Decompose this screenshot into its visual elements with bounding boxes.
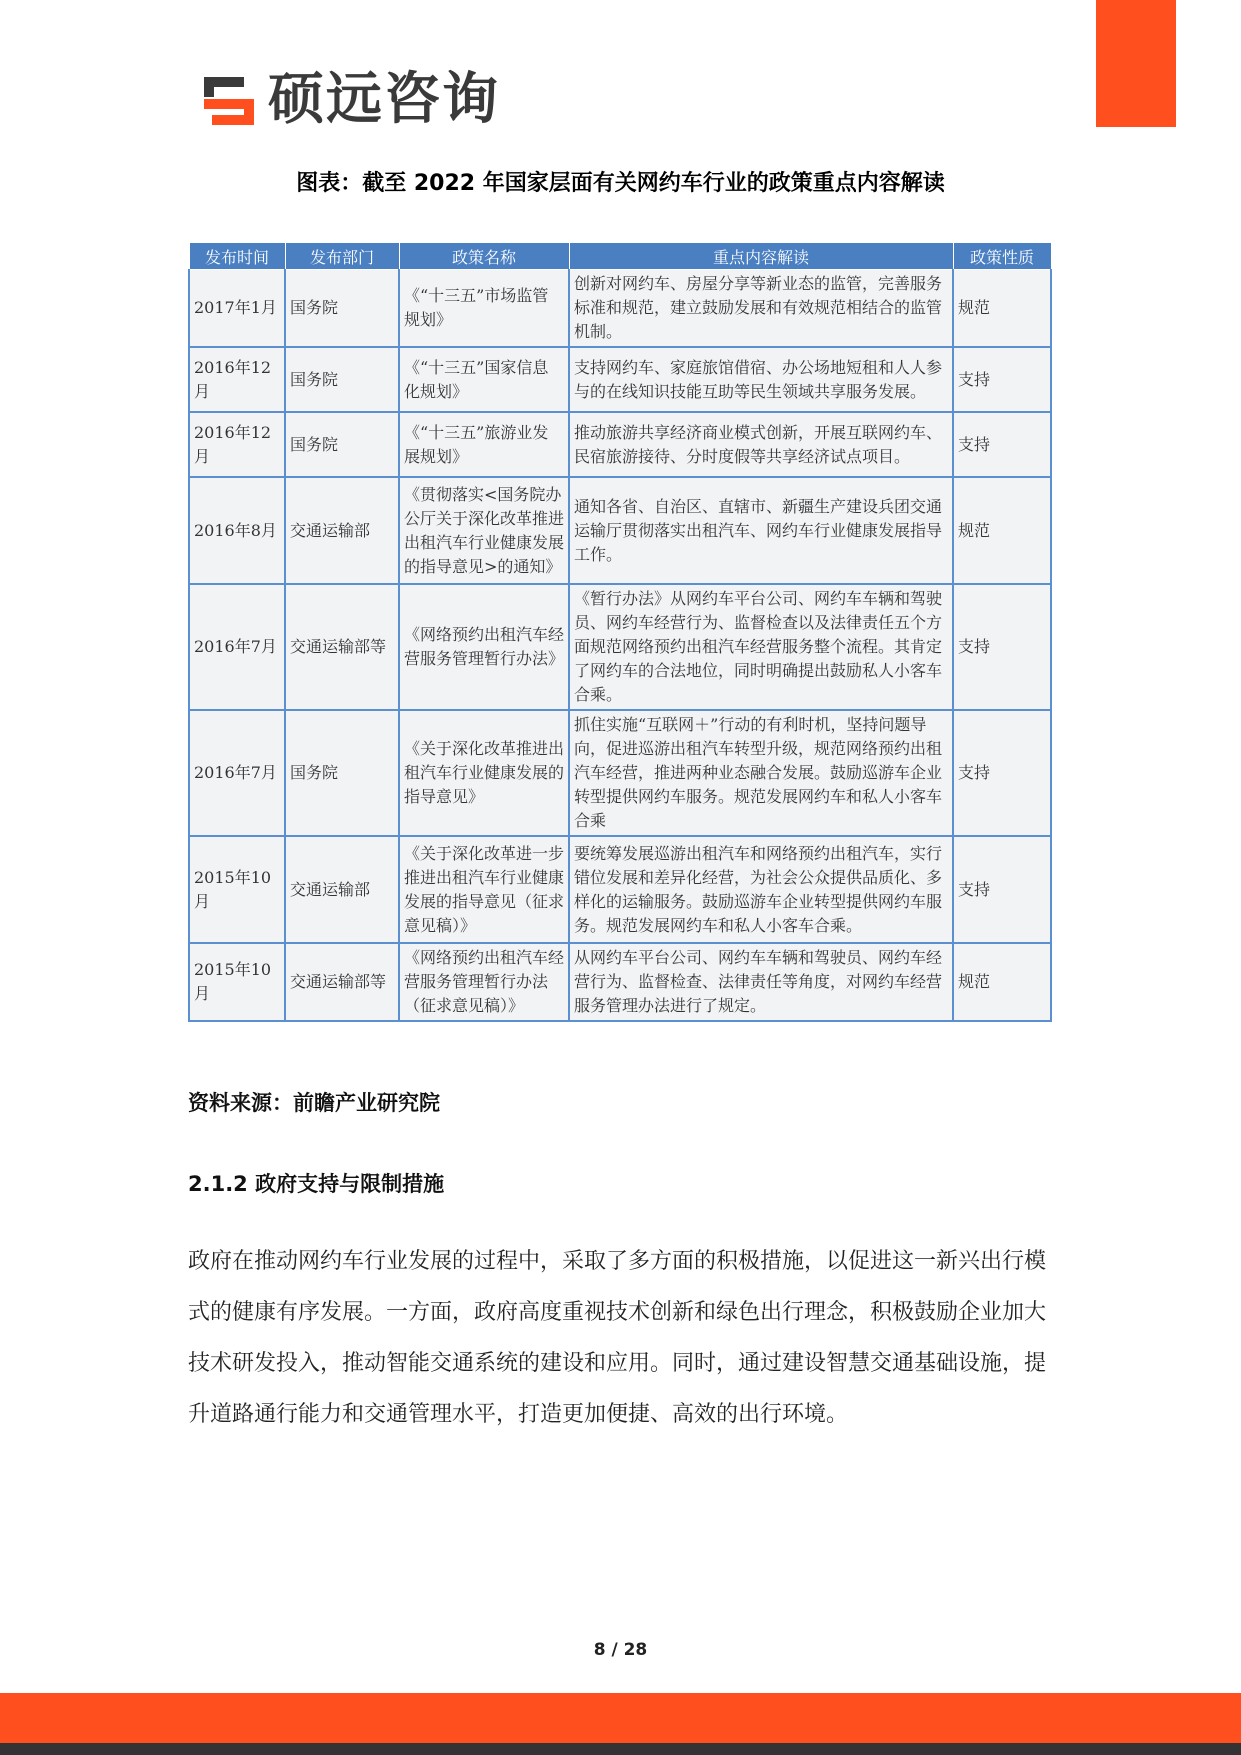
table-row: [189, 347, 1051, 412]
table-cell: 《“十三五”旅游业发展规划》: [399, 412, 569, 477]
table-cell: 规范: [953, 943, 1051, 1021]
table-cell: 《暂行办法》从网约车平台公司、网约车车辆和驾驶员、网约车经营行为、监督检查以及法律责任五个方面规范网络预约出租汽车经营服务整个流程。其肯定了网约车的合法地位，同时明确提出鼓励私人小客车合乘。: [569, 584, 953, 710]
table-header: [189, 243, 1051, 270]
column-header: 重点内容解读: [569, 243, 953, 270]
table-row: [189, 943, 1051, 1021]
table-cell: 国务院: [285, 347, 399, 412]
table-cell: 2016年12月: [189, 412, 285, 477]
source-note: 资料来源：前瞻产业研究院: [188, 1091, 440, 1115]
corner-accent-block: [1096, 0, 1176, 127]
table-cell: 2015年10月: [189, 836, 285, 943]
table-cell: 《网络预约出租汽车经营服务管理暂行办法（征求意见稿）》: [399, 943, 569, 1021]
table-cell: 通知各省、自治区、直辖市、新疆生产建设兵团交通运输厅贯彻落实出租汽车、网约车行业健康发展指导工作。: [569, 477, 953, 584]
table-cell: 交通运输部等: [285, 943, 399, 1021]
table-cell: 交通运输部: [285, 477, 399, 584]
table-cell: 2015年10月: [189, 943, 285, 1021]
table-cell: 要统筹发展巡游出租汽车和网络预约出租汽车，实行错位发展和差异化经营，为社会公众提供品质化、多样化的运输服务。鼓励巡游车企业转型提供网约车服务。规范发展网约车和私人小客车合乘。: [569, 836, 953, 943]
column-header: 发布时间: [189, 243, 285, 270]
table-cell: 推动旅游共享经济商业模式创新，开展互联网约车、民宿旅游接待、分时度假等共享经济试点项目。: [569, 412, 953, 477]
figure-title: 图表：截至 2022 年国家层面有关网约车行业的政策重点内容解读: [296, 171, 945, 196]
table-cell: 抓住实施“互联网＋”行动的有利时机，坚持问题导向，促进巡游出租汽车转型升级，规范网络预约出租汽车经营，推进两种业态融合发展。鼓励巡游车企业转型提供网约车服务。规范发展网约车和私人小客车合乘: [569, 710, 953, 836]
table-cell: 支持: [953, 584, 1051, 710]
table-cell: 支持: [953, 836, 1051, 943]
table-cell: 2016年8月: [189, 477, 285, 584]
table-cell: 国务院: [285, 710, 399, 836]
table-row: [189, 584, 1051, 710]
table-cell: 2016年7月: [189, 710, 285, 836]
table-cell: 《“十三五”市场监管规划》: [399, 270, 569, 348]
table-cell: 交通运输部: [285, 836, 399, 943]
table-cell: 交通运输部等: [285, 584, 399, 710]
table-body: [189, 270, 1051, 1022]
table-cell: 《关于深化改革推进出租汽车行业健康发展的指导意见》: [399, 710, 569, 836]
page-number: 8 / 28: [593, 1640, 648, 1660]
table-cell: 支持: [953, 710, 1051, 836]
company-logo: [200, 67, 500, 132]
table-cell: 规范: [953, 477, 1051, 584]
footer-orange-bar: [0, 1693, 1241, 1743]
table-cell: 《“十三五”国家信息化规划》: [399, 347, 569, 412]
body-paragraph: 政府在推动网约车行业发展的过程中，采取了多方面的积极措施，以促进这一新兴出行模式的健康有序发展。一方面，政府高度重视技术创新和绿色出行理念，积极鼓励企业加大技术研发投入，推动智能交通系统的建设和应用。同时，通过建设智慧交通基础设施，提升道路通行能力和交通管理水平，打造更加便捷、高效的出行环境。: [188, 1249, 1047, 1427]
table-cell: 创新对网约车、房屋分享等新业态的监管，完善服务标准和规范，建立鼓励发展和有效规范相结合的监管机制。: [569, 270, 953, 348]
table-cell: 从网约车平台公司、网约车车辆和驾驶员、网约车经营行为、监督检查、法律责任等角度，对网约车经营服务管理办法进行了规定。: [569, 943, 953, 1021]
table-cell: 国务院: [285, 412, 399, 477]
policy-table: [188, 242, 1052, 1022]
table-cell: 2017年1月: [189, 270, 285, 348]
table-row: [189, 412, 1051, 477]
company-name: 硕远咨询: [268, 67, 500, 132]
table-row: [189, 477, 1051, 584]
table-cell: 2016年7月: [189, 584, 285, 710]
column-header: 政策性质: [953, 243, 1051, 270]
table-cell: 2016年12月: [189, 347, 285, 412]
table-cell: 支持网约车、家庭旅馆借宿、办公场地短租和人人参与的在线知识技能互助等民生领域共享服务发展。: [569, 347, 953, 412]
table-cell: 国务院: [285, 270, 399, 348]
table-cell: 《网络预约出租汽车经营服务管理暂行办法》: [399, 584, 569, 710]
table-cell: 《关于深化改革进一步推进出租汽车行业健康发展的指导意见（征求意见稿）》: [399, 836, 569, 943]
table-cell: 支持: [953, 347, 1051, 412]
table-row: [189, 836, 1051, 943]
table-cell: 《贯彻落实<国务院办公厅关于深化改革推进出租汽车行业健康发展的指导意见>的通知》: [399, 477, 569, 584]
column-header: 政策名称: [399, 243, 569, 270]
table-row: [189, 710, 1051, 836]
company-logo-mark-icon: [200, 71, 258, 129]
table-cell: 支持: [953, 412, 1051, 477]
policy-table-container: [188, 242, 1050, 1022]
column-header: 发布部门: [285, 243, 399, 270]
section-heading: 2.1.2 政府支持与限制措施: [188, 1172, 445, 1196]
footer-dark-bar: [0, 1743, 1241, 1755]
table-cell: 规范: [953, 270, 1051, 348]
table-row: [189, 270, 1051, 348]
